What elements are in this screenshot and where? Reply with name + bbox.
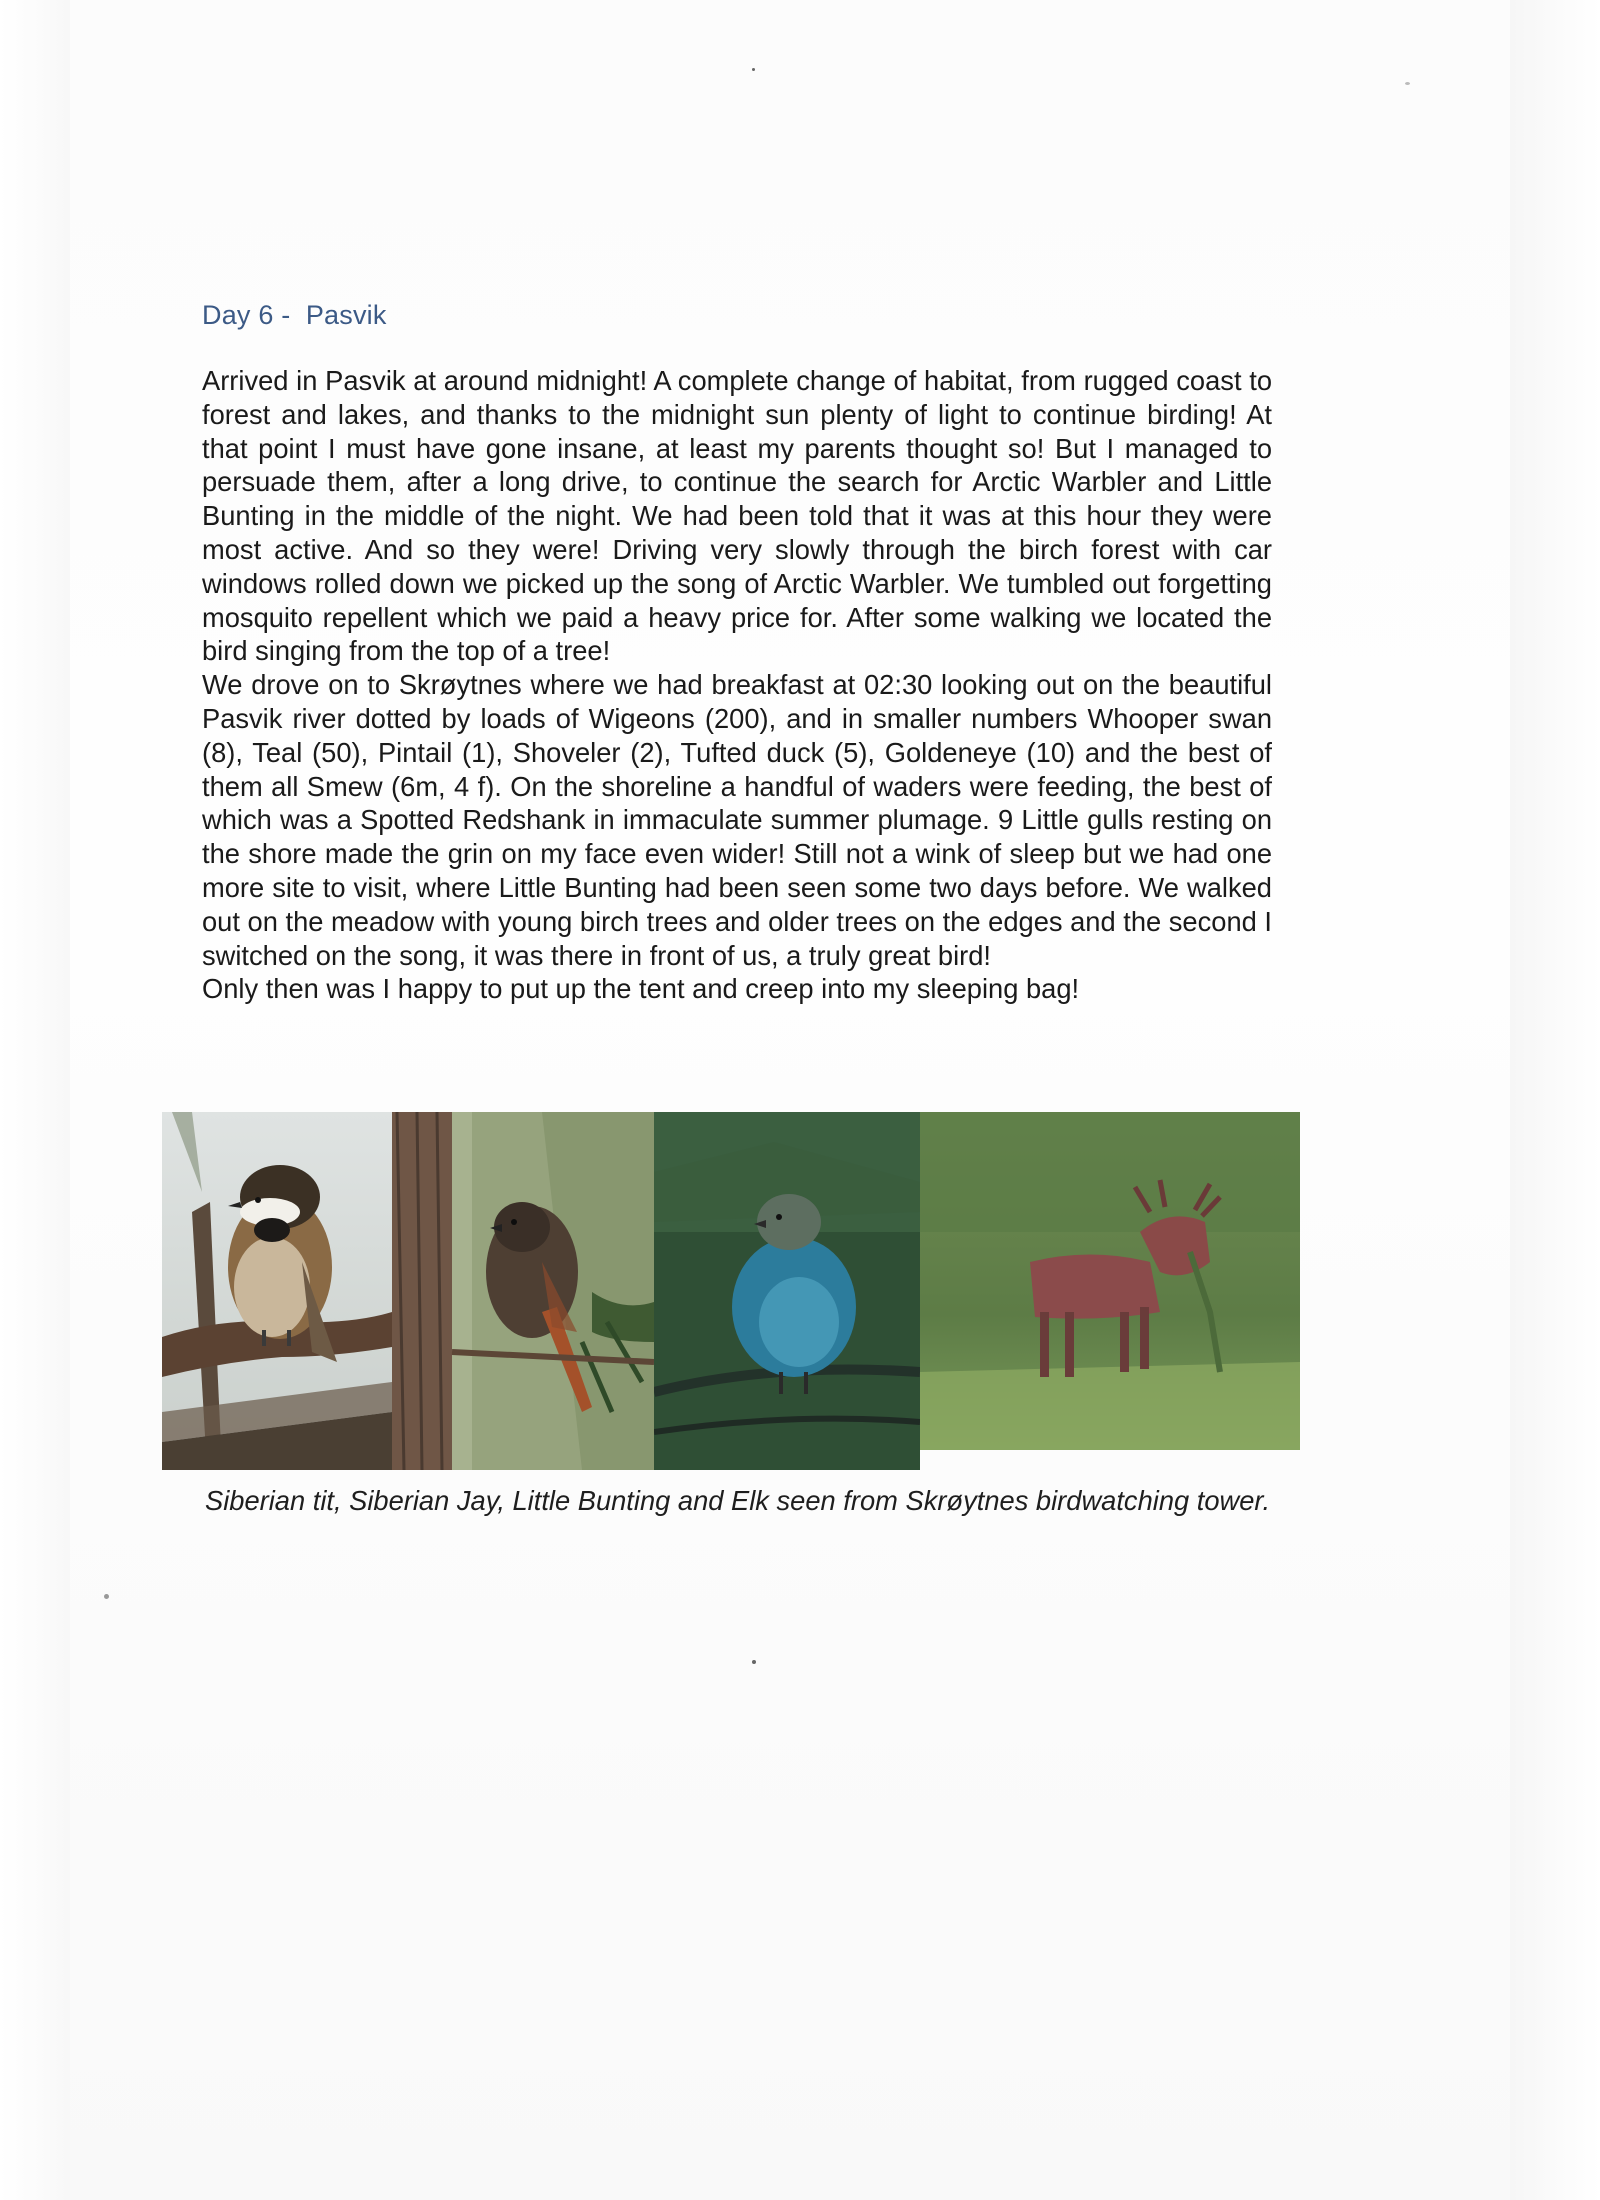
page-heading: Day 6 - Pasvik [202, 300, 387, 330]
scan-margin-left [0, 0, 70, 2200]
body-text [202, 364, 1272, 1006]
scan-margin-right [1510, 0, 1600, 2200]
little-bunting-photo [654, 1112, 920, 1470]
siberian-jay-photo [392, 1112, 654, 1470]
elk-photo [920, 1112, 1300, 1450]
photo-caption: Siberian tit, Siberian Jay, Little Bunting and Elk seen from Skrøytnes birdwatching tower. [205, 1485, 1271, 1516]
scan-speck [1405, 82, 1410, 85]
scan-speck [104, 1594, 109, 1599]
siberian-tit-photo [162, 1112, 392, 1470]
scan-speck [752, 68, 755, 71]
paragraph-2: We drove on to Skrøytnes where we had breakfast at 02:30 looking out on the beautiful Pasvik river dotted by loads of Wigeons (200), and in smaller numbers Whooper swan (8), Teal (50), Pintail (1), Shoveler (2), Tufted duck (5), Goldeneye (10) and the best of them all Smew (6m, 4 f). On the shoreline a handful of waders were feeding, the best of which was a Spotted Redshank in immaculate summer plumage. 9 Little gulls resting on the shore made the grin on my face even wider! Still not a wink of sleep but we had one more site to visit, where Little Bunting had been seen some two days before. We walked out on the meadow with young birch trees and older trees on the edges and the second I switched on the song, it was there in front of us, a truly great bird! [202, 669, 1272, 971]
scan-speck [752, 1660, 756, 1664]
paragraph-1: Arrived in Pasvik at around midnight! A complete change of habitat, from rugged coast to forest and lakes, and thanks to the midnight sun plenty of light to continue birding! At that point I must have gone insane, at least my parents thought so! But I managed to persuade them, after a long drive, to continue the search for Arctic Warbler and Little Bunting in the middle of the night. We had been told that it was at this hour they were most active. And so they were! Driving very slowly through the birch forest with car windows rolled down we picked up the song of Arctic Warbler. We tumbled out forgetting mosquito repellent which we paid a heavy price for. After some walking we located the bird singing from the top of a tree! [202, 365, 1272, 667]
paragraph-3: Only then was I happy to put up the tent and creep into my sleeping bag! [202, 973, 1080, 1005]
photo-strip [162, 1112, 1300, 1470]
